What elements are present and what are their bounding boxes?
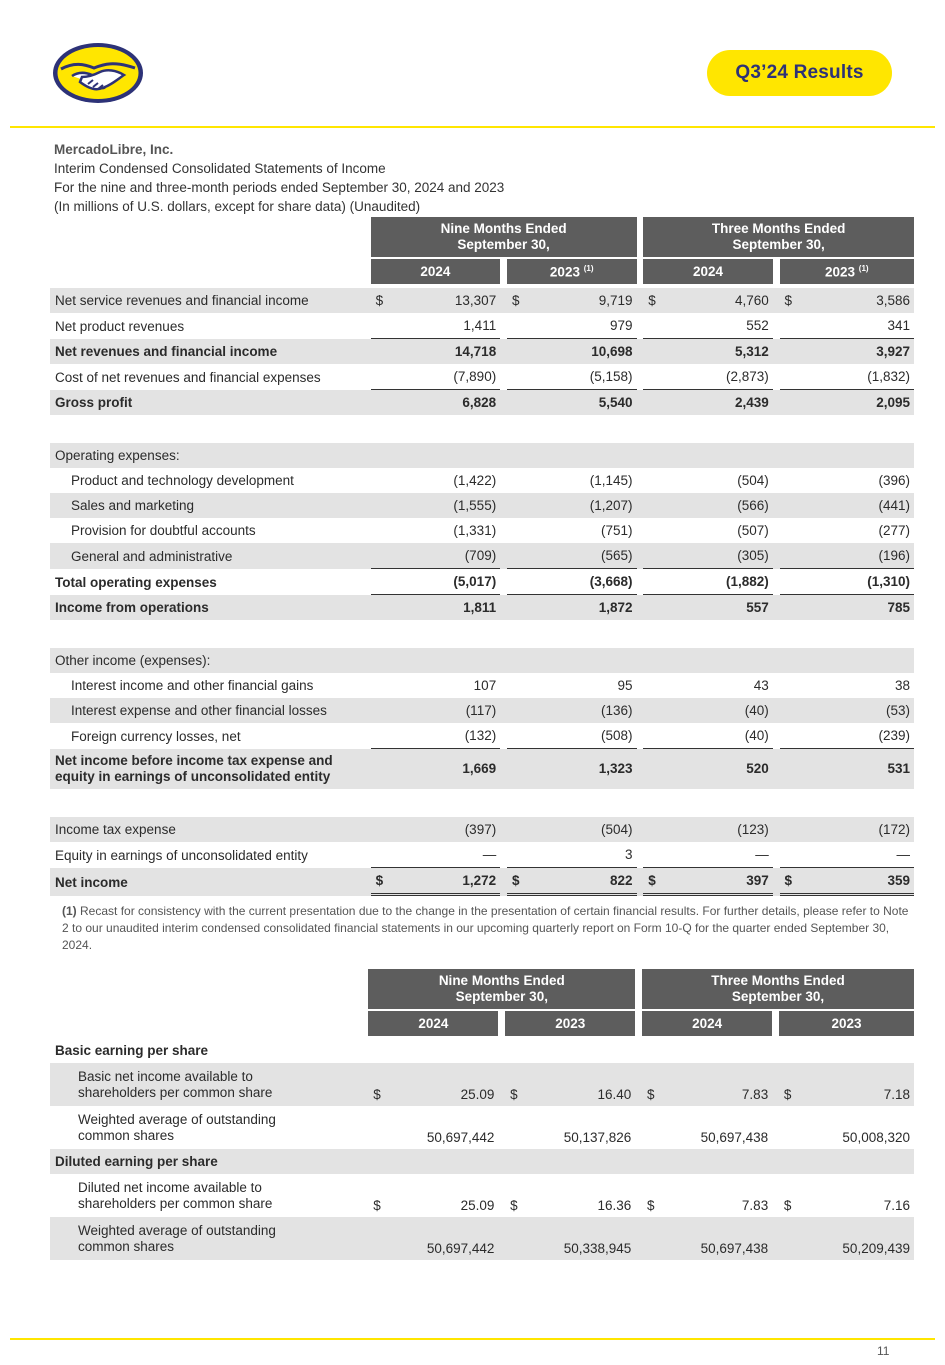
table-row: Interest expense and other financial losses (117) (136) (40) (53)	[50, 698, 914, 723]
col-nine-2024: 2024	[371, 259, 501, 284]
table-row: Net income $ 1,272 $ 822 $ 397 $ 359	[50, 868, 914, 896]
statement-units: (In millions of U.S. dollars, except for share data) (Unaudited)	[54, 199, 421, 214]
table-row: Weighted average of outstanding common shares 50,697,442 50,338,945 50,697,438 50,209,439	[50, 1217, 914, 1260]
nine-months-header: Nine Months Ended September 30,	[368, 969, 635, 1009]
col-nine-2023: 2023 $^{(1)}$	[507, 259, 637, 284]
section-header-row: Basic earning per share	[55, 1043, 209, 1058]
table-row: Cost of net revenues and financial expenses (7,890) (5,158) (2,873) (1,832)	[50, 364, 914, 390]
statement-period: For the nine and three-month periods ended September 30, 2024 and 2023	[54, 180, 505, 195]
header-row-years	[50, 259, 914, 284]
table-row: Net service revenues and financial income $ 13,307 $ 9,719 $ 4,760 $ 3,586	[50, 288, 914, 313]
table-row: Basic net income available to shareholders per common share $ 25.09 $ 16.40 $ 7.83 $ 7.18	[50, 1063, 914, 1106]
three-months-header: Three Months Ended September 30,	[643, 217, 914, 257]
table-row: Product and technology development (1,422) (1,145) (504) (396)	[71, 473, 910, 488]
page-number: 11	[877, 1344, 890, 1358]
col-three-2024: 2024	[643, 259, 773, 284]
table-row: Net income before income tax expense and equity in earnings of unconsolidated entity 1,669 1,323 520 531	[50, 749, 914, 789]
table-row: Weighted average of outstanding common shares 50,697,442 50,137,826 50,697,438 50,008,320	[78, 1111, 910, 1145]
income-statement-table	[50, 217, 914, 896]
table-row: Provision for doubtful accounts (1,331) (751) (507) (277)	[71, 523, 910, 538]
table-row: Foreign currency losses, net (132) (508) (40) (239)	[50, 723, 914, 749]
section-header-row: Other income (expenses):	[50, 648, 914, 673]
col-three-2023: 2023 $^{(1)}$	[780, 259, 914, 284]
section-header-row: Diluted earning per share	[50, 1149, 914, 1174]
table-row: Diluted net income available to shareholders per common share $ 25.09 $ 16.36 $ 7.83 $ 7.16	[78, 1179, 910, 1213]
nine-months-header: Nine Months Ended September 30,	[371, 217, 637, 257]
table-row: Interest income and other financial gains 107 95 43 38	[71, 678, 910, 693]
table-row: Total operating expenses (5,017) (3,668) (1,882) (1,310)	[50, 569, 914, 595]
table-row: Net product revenues 1,411 979 552 341	[50, 313, 914, 339]
header-row-periods	[50, 217, 914, 257]
table-row: Income tax expense (397) (504) (123) (172)	[50, 817, 914, 842]
footer-divider	[10, 1338, 935, 1340]
footnote: (1) Recast for consistency with the current presentation due to the change in the presentation of certain financial results. For further details, please refer to Note 2 to our unaudited interim condensed consolidated financial statements in our upcoming quarterly report on Form 10-Q for the quarter ended September 30, 2024.	[62, 904, 909, 952]
company-name: MercadoLibre, Inc.	[54, 142, 174, 157]
three-months-header: Three Months Ended September 30,	[642, 969, 914, 1009]
earnings-per-share-table	[50, 969, 914, 1260]
header-row-periods	[50, 969, 914, 1009]
header-row-years: 2024 2023 2024 2023	[50, 1011, 914, 1036]
table-row: Equity in earnings of unconsolidated entity — 3 — —	[50, 842, 914, 868]
statement-heading	[54, 140, 504, 216]
header-divider	[10, 126, 935, 128]
statement-title: Interim Condensed Consolidated Statements of Income	[54, 161, 386, 176]
table-row: Net revenues and financial income 14,718 10,698 5,312 3,927	[50, 339, 914, 364]
table-row: Gross profit 6,828 5,540 2,439 2,095	[50, 390, 914, 415]
table-row: Income from operations 1,811 1,872 557 785	[50, 595, 914, 620]
mercadolibre-logo	[52, 42, 144, 104]
table-row: General and administrative (709) (565) (305) (196)	[50, 543, 914, 569]
section-header-row: Operating expenses:	[50, 443, 914, 468]
table-row: Sales and marketing (1,555) (1,207) (566) (441)	[50, 493, 914, 518]
quarter-results-badge: Q3’24 Results	[707, 50, 892, 96]
